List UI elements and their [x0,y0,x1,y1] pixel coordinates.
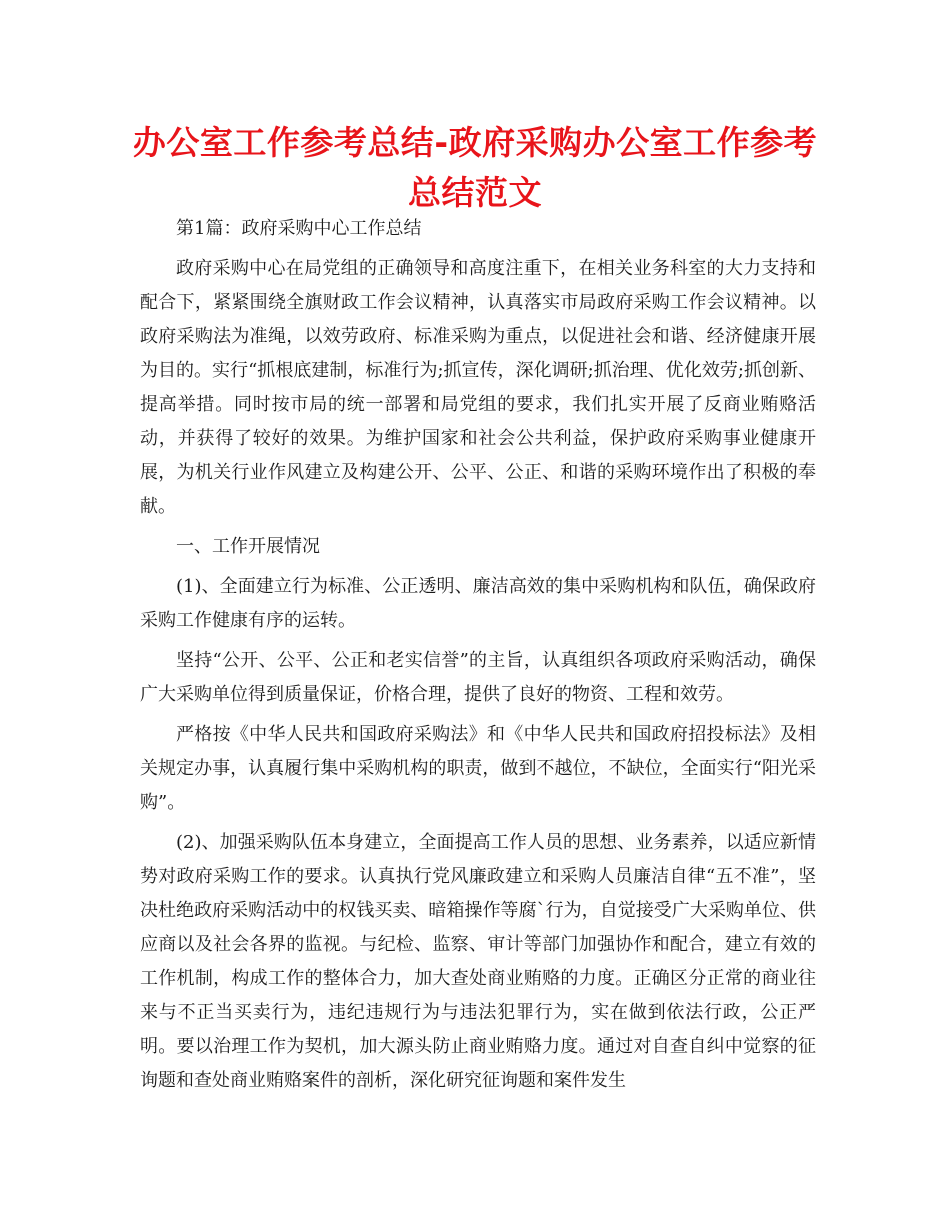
paragraph: 坚持“公开、公平、公正和老实信誉”的主旨，认真组织各项政府采购活动，确保广大采购单位得到质量保证，价格合理，提供了良好的物资、工程和效劳。 [140,650,816,705]
section-heading: 第1篇：政府采购中心工作总结 [176,218,422,239]
document-title: 办公室工作参考总结-政府采购办公室工作参考总结范文 [132,123,818,212]
paragraph: 政府采购中心在局党组的正确领导和高度注重下，在相关业务科室的大力支持和配合下，紧紧围绕全旗财政工作会议精神，认真落实市局政府采购工作会议精神。以政府采购法为准绳，以效劳政府、标准采购为重点，以促进社会和谐、经济健康开展为目的。实行“抓根底建制，标准行为;抓宣传，深化调研;抓治理、优化效劳;抓创新、提高举措。同时按市局的统一部署和局党组的要求，我们扎实开展了反商业贿赂活动，并获得了较好的效果。为维护国家和社会公共利益，保护政府采购事业健康开展，为机关行业作风建立及构建公开、公平、公正、和谐的采购环境作出了积极的奉献。 [140,258,816,517]
document-body [140,212,816,1098]
paragraph: (1)、全面建立行为标准、公正透明、廉洁高效的集中采购机构和队伍，确保政府采购工作健康有序的运转。 [140,576,816,631]
paragraph: (2)、加强采购队伍本身建立，全面提高工作人员的思想、业务素养，以适应新情势对政府采购工作的要求。认真执行党风廉政建立和采购人员廉洁自律“五不准”，坚决杜绝政府采购活动中的权钱买卖、暗箱操作等腐`行为，自觉接受广大采购单位、供应商以及社会各界的监视。与纪检、监察、审计等部门加强协作和配合，建立有效的工作机制，构成工作的整体合力，加大查处商业贿赂的力度。正确区分正常的商业往来与不正当买卖行为，违纪违规行为与违法犯罪行为，实在做到依法行政，公正严明。要以治理工作为契机，加大源头防止商业贿赂力度。通过对自查自纠中觉察的征询题和查处商业贿赂案件的剖析，深化研究征询题和案件发生 [140,832,816,1091]
paragraph: 严格按《中华人民共和国政府采购法》和《中华人民共和国政府招投标法》及相关规定办事，认真履行集中采购机构的职责，做到不越位，不缺位，全面实行“阳光采购”。 [140,724,816,813]
section-heading: 一、工作开展情况 [176,536,320,557]
